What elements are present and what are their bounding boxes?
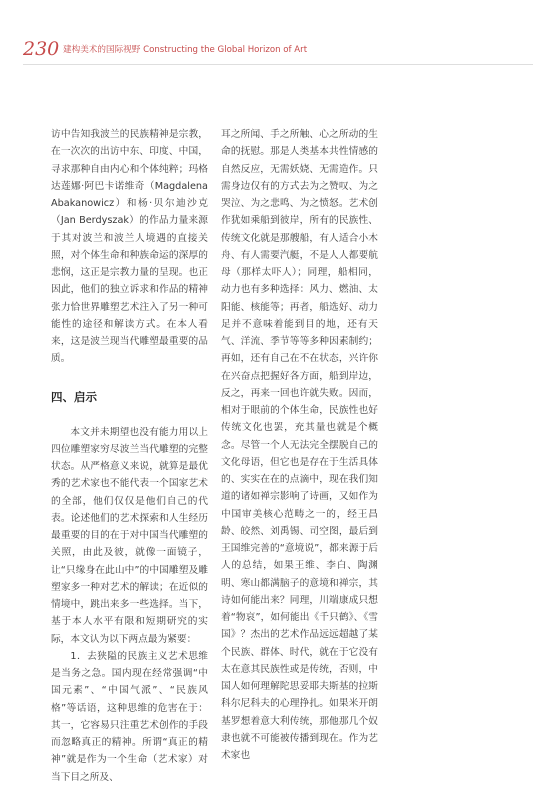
right-column [221, 126, 378, 764]
book-title: 建构美术的国际视野 Constructing the Global Horizon of Art [63, 45, 308, 55]
section-heading: 四、启示 [51, 389, 97, 404]
running-header [23, 38, 533, 60]
paragraph: 1．去狭隘的民族主义艺术思维是当务之急。国内现在经常强调“中国元素”、“中国气派”、“民族风格”等话语，这种思维的危害在于：其一，它容易只注重艺术创作的手段而忽略真正的精神。所谓“真正的精神”就是作为一个生命（艺术家）对当下目之所及、 [51, 650, 208, 783]
left-column [51, 126, 208, 786]
page-number: 230 [23, 38, 60, 60]
paragraph: 本文并未期望也没有能力用以上四位雕塑家穷尽波兰当代雕塑的完整状态。从严格意义来说，就算是最优秀的艺术家也不能代表一个国家艺术的全部，他们仅仅是他们自己的代表。论述他们的艺术探索和人生经历最重要的目的在于对中国当代雕塑的关照，由此及彼，就像一面镜子，让“只缘身在此山中”的中国雕塑及雕塑家多一种对艺术的解读；在近似的情境中，跳出来多一些选择。当下，基于本人水平有限和短期研究的实际，本文认为以下两点最为紧要： [51, 426, 208, 645]
paragraph: 耳之所闻、手之所触、心之所动的生命的抚慰。那是人类基本共性情感的自然反应，无需妖娆、无需造作。只需身边仅有的方式去为之赞叹、为之哭泣、为之悲鸣、为之愤怒。艺术创作犹如乘船到彼岸，所有的民族性、传统文化就是那艘船，有人适合小木舟、有人需要汽艇，不是人人都要航母（那样太吓人）；同理，船相同，动力也有多种选择：风力、燃油、太阳能、核能等；再者，船选好、动力足并不意味着能到目的地，还有天气、洋流、季节等等多种因素制约；再如，还有自己在不在状态，兴许你在兴奋点把握好各方面，船到岸边，反之，再来一回也许就失败。因而，相对于眼前的个体生命，民族性也好传统文化也罢，充其量也就是个概念。尽管一个人无法完全摆脱自己的文化母语，但它也是存在于生活具体的、实实在在的点滴中，现在我们知道的诸如禅宗影响了诗画，又如作为中国审美核心范畴之一的，经王昌龄、皎然、刘禹锡、司空图，最后到王国维完善的“意境说”，都来源于后人的总结，如果王维、李白、陶渊明、寒山都满脑子的意境和禅宗，其诗如何能出来？同理，川端康成只想着“物哀”，如何能出《千只鹤》、《雪国》？杰出的艺术作品远远超越了某个民族、群体、时代，就在于它没有太在意其民族性或是传统，否则，中国人如何理解陀思妥耶夫斯基的拉斯科尔尼科夫的心理挣扎。如果米开朗基罗想着意大利传统，那他那几个奴隶也就不可能被传播到现在。作为艺术家也 [221, 129, 378, 761]
header-divider [23, 64, 533, 65]
paragraph: 访中告知我波兰的民族精神是宗教，在一次次的出访中东、印度、中国，寻求那种自由内心和个体纯粹；玛格达莲娜·阿巴卡诺维奇（Magdalena Abakanowicz）和杨·贝尔迪沙克（Jan Berdyszak）的作品力量来源于其对波兰和波兰人境遇的直接关照，对个体生命和种族命运的深厚的悲悯，这正是宗教力量的呈现。也正因此，他们的独立诉求和作品的精神张力恰世界雕塑艺术注入了另一种可能性的途径和解读方式。在本人看来，这是波兰现当代雕塑最重要的品质。 [51, 129, 208, 365]
